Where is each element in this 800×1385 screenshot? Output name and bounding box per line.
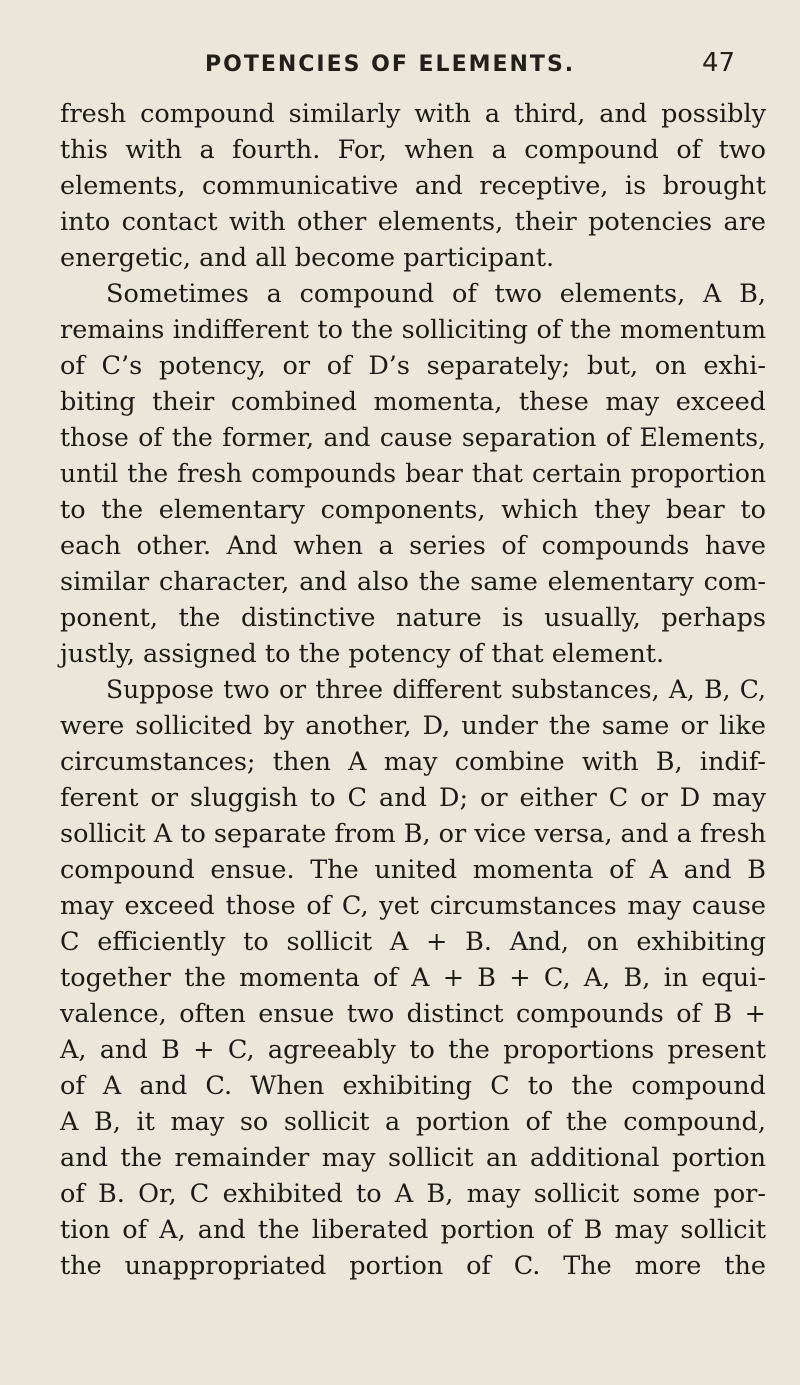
text-line: and the remainder may sollicit an additional portion <box>60 1143 766 1173</box>
text-line: remains indifferent to the solliciting of the momentum <box>60 315 766 345</box>
text-line: together the momenta of A + B + C, A, B, in equi- <box>60 963 766 993</box>
text-line: of B. Or, C exhibited to A B, may sollicit some por- <box>60 1179 766 1209</box>
text-line: circumstances; then A may combine with B, indif- <box>60 747 766 777</box>
page-number: 47 <box>702 48 736 78</box>
text-line: fresh compound similarly with a third, and possibly <box>60 99 766 129</box>
text-line: of C’s potency, or of D’s separately; but, on exhi- <box>60 351 766 381</box>
text-line: until the fresh compounds bear that certain proportion <box>60 459 766 488</box>
text-line: the unappropriated portion of C. The more the <box>60 1251 766 1281</box>
text-line: those of the former, and cause separation of Elements, <box>60 423 766 452</box>
text-line: A B, it may so sollicit a portion of the compound, <box>60 1107 766 1137</box>
text-line: ponent, the distinctive nature is usually, perhaps <box>60 603 766 633</box>
text-line: were sollicited by another, D, under the same or like <box>60 711 766 741</box>
text-line: Suppose two or three different substances, A, B, C, <box>106 675 766 704</box>
text-line: elements, communicative and receptive, is brought <box>60 171 766 201</box>
text-line: may exceed those of C, yet circumstances may cause <box>60 891 766 921</box>
text-line: ferent or sluggish to C and D; or either C or D may <box>60 783 766 813</box>
page-header <box>0 48 800 82</box>
text-line: tion of A, and the liberated portion of B may sollicit <box>60 1215 766 1245</box>
text-line: to the elementary components, which they bear to <box>60 495 766 525</box>
text-line: A, and B + C, agreeably to the proportions present <box>60 1035 766 1065</box>
running-head: POTENCIES OF ELEMENTS. <box>205 52 576 77</box>
text-line: similar character, and also the same elementary com- <box>60 567 766 597</box>
text-line: sollicit A to separate from B, or vice versa, and a fresh <box>60 819 767 849</box>
text-line: energetic, and all become participant. <box>60 243 555 273</box>
text-line: C efficiently to sollicit A + B. And, on exhibiting <box>60 927 766 957</box>
text-line: compound ensue. The united momenta of A and B <box>60 855 766 885</box>
text-line: this with a fourth. For, when a compound of two <box>60 135 766 165</box>
text-line: each other. And when a series of compounds have <box>60 531 766 561</box>
text-line: valence, often ensue two distinct compounds of B + <box>60 999 766 1029</box>
text-line: Sometimes a compound of two elements, A B, <box>106 279 766 309</box>
text-line: into contact with other elements, their potencies are <box>60 207 766 237</box>
text-line: biting their combined momenta, these may exceed <box>60 387 766 417</box>
text-line: of A and C. When exhibiting C to the compound <box>60 1071 766 1101</box>
text-line: justly, assigned to the potency of that element. <box>60 639 665 669</box>
